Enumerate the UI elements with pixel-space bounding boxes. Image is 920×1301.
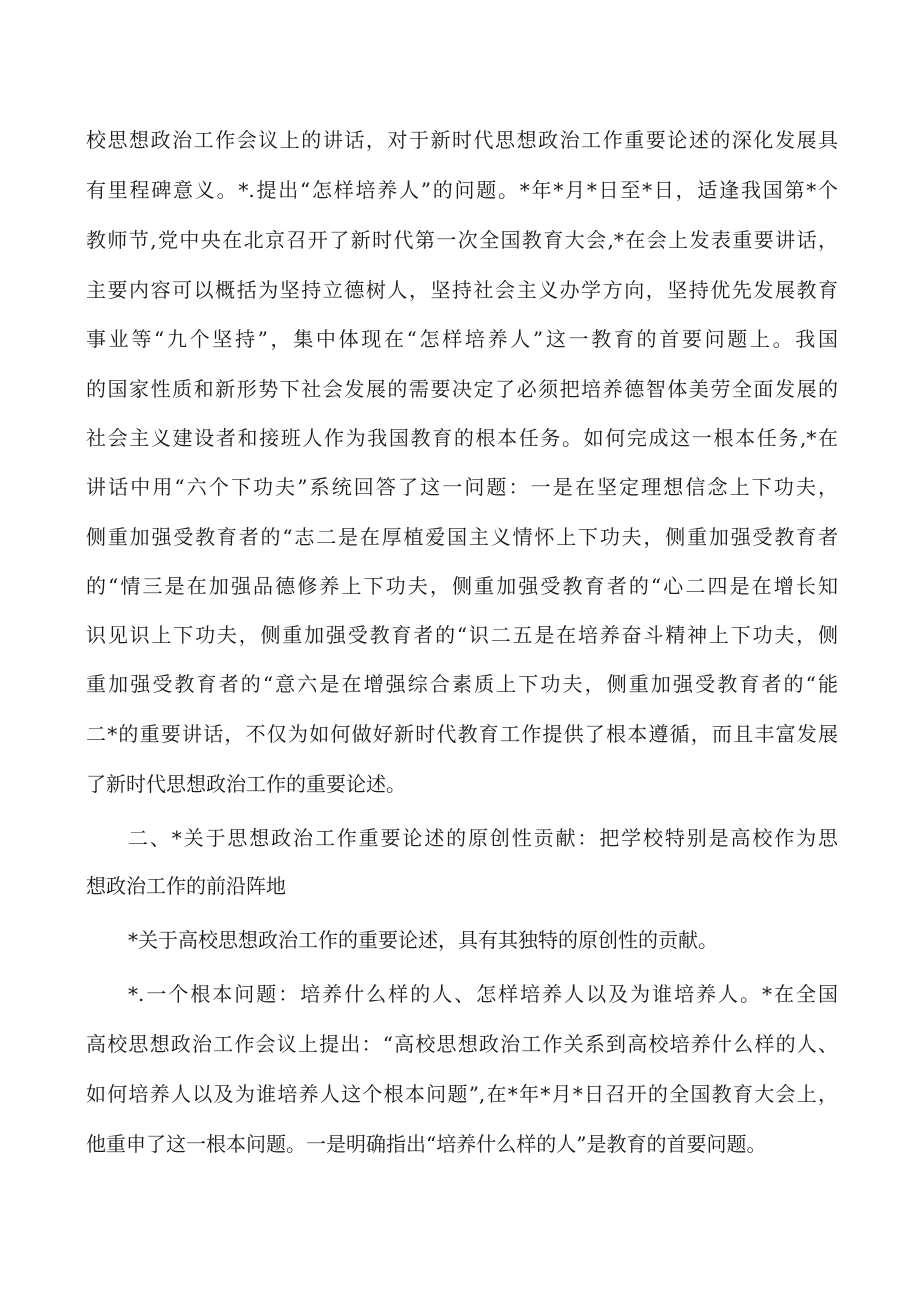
text-line: 校思想政治工作会议上的讲话，对于新时代思想政治工作重要论述的深化发展具 bbox=[86, 128, 838, 152]
text-line: 识见识上下功夫，侧重加强受教育者的“识二五是在培养奋斗精神上下功夫，侧 bbox=[86, 623, 838, 647]
text-line: *.一个根本问题：培养什么样的人、怎样培养人以及为谁培养人。*在全国 bbox=[128, 982, 838, 1006]
text-line: 社会主义建设者和接班人作为我国教育的根本任务。如何完成这一根本任务,*在 bbox=[86, 426, 838, 450]
text-line: *关于高校思想政治工作的重要论述，具有其独特的原创性的贡献。 bbox=[128, 928, 718, 952]
text-line: 讲话中用“六个下功夫”系统回答了这一问题：一是在坚定理想信念上下功夫， bbox=[86, 475, 838, 499]
text-line: 教师节,党中央在北京召开了新时代第一次全国教育大会,*在会上发表重要讲话， bbox=[86, 228, 838, 252]
text-line: 如何培养人以及为谁培养人这个根本问题”,在*年*月*日召开的全国教育大会上， bbox=[86, 1082, 838, 1106]
text-line: 侧重加强受教育者的“志二是在厚植爱国主义情怀上下功夫，侧重加强受教育者 bbox=[86, 525, 838, 549]
text-line: 的国家性质和新形势下社会发展的需要决定了必须把培养德智体美劳全面发展的 bbox=[86, 377, 838, 401]
text-line: 了新时代思想政治工作的重要论述。 bbox=[86, 772, 406, 796]
section-heading-line: 想政治工作的前沿阵地 bbox=[86, 874, 286, 898]
text-line: 主要内容可以概括为坚持立德树人，坚持社会主义办学方向，坚持优先发展教育 bbox=[86, 278, 838, 302]
text-line: 有里程碑意义。*.提出“怎样培养人”的问题。*年*月*日至*日，适逢我国第*个 bbox=[86, 178, 838, 202]
section-heading-line: 二、*关于思想政治工作重要论述的原创性贡献：把学校特别是高校作为思 bbox=[128, 826, 838, 850]
text-line: 的“情三是在加强品德修养上下功夫，侧重加强受教育者的“心二四是在增长知 bbox=[86, 574, 838, 598]
text-line: 重加强受教育者的“意六是在增强综合素质上下功夫，侧重加强受教育者的“能 bbox=[86, 672, 838, 696]
text-line: 二*的重要讲话，不仅为如何做好新时代教育工作提供了根本遵循，而且丰富发展 bbox=[86, 722, 838, 746]
text-line: 他重申了这一根本问题。一是明确指出“培养什么样的人”是教育的首要问题。 bbox=[86, 1132, 767, 1156]
text-line: 高校思想政治工作会议上提出：“高校思想政治工作关系到高校培养什么样的人、 bbox=[86, 1032, 838, 1056]
text-line: 事业等“九个坚持”，集中体现在“怎样培养人”这一教育的首要问题上。我国 bbox=[86, 327, 838, 351]
